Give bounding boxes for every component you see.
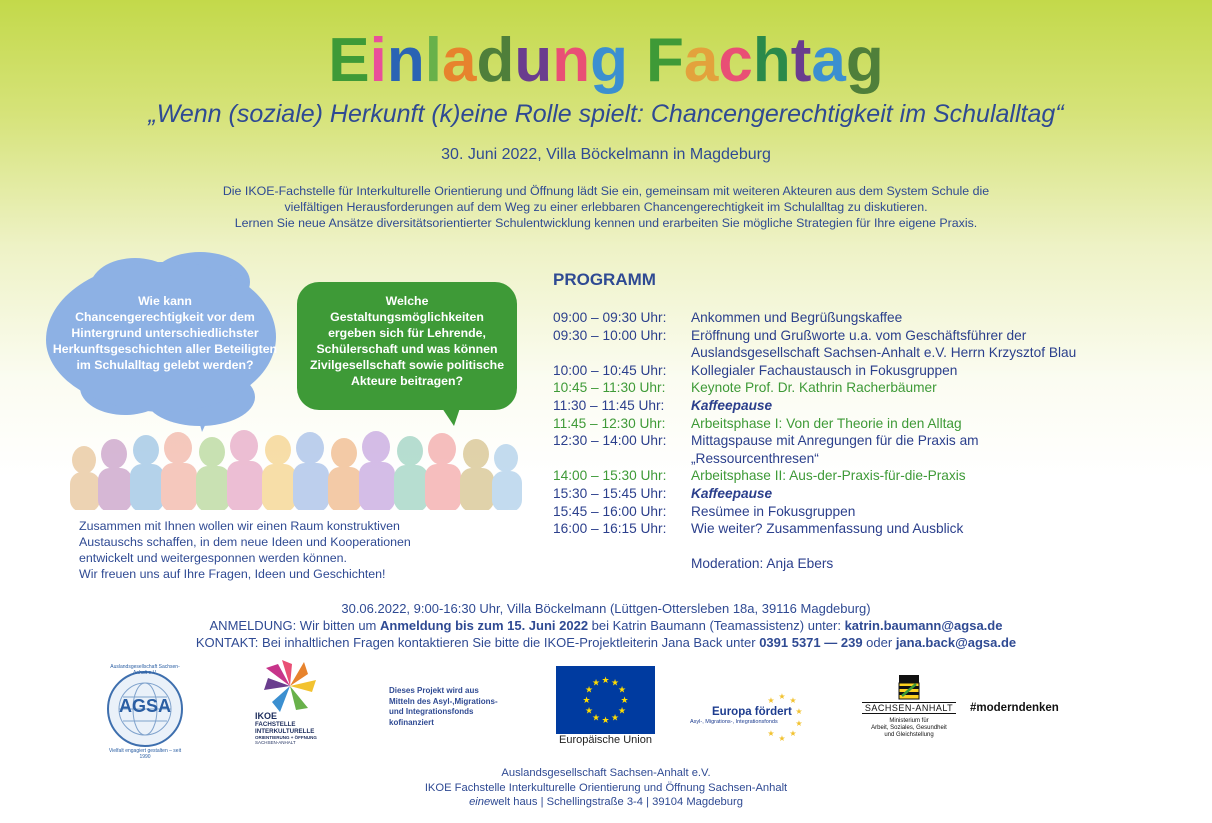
- footer-address: [0, 766, 1212, 810]
- programm-time: 10:45 – 11:30 Uhr:: [553, 380, 666, 396]
- ministry-line: Arbeit, Soziales, Gesundheit: [871, 725, 947, 731]
- svg-text:★: ★: [582, 696, 591, 706]
- silhouette-body: [161, 463, 197, 510]
- anmeldung-line: [0, 617, 1212, 634]
- date-location: 30. Juni 2022, Villa Böckelmann in Magdeburg: [441, 146, 771, 163]
- bubble-line: Herkunftsgeschichten aller Beteiligten: [52, 342, 278, 356]
- intro-line: Die IKOE-Fachstelle für Interkulturelle Orientierung und Öffnung lädt Sie ein, gemeinsam mit weiteren Akteuren aus dem System Schule die: [222, 184, 990, 198]
- title-letter: F: [645, 26, 684, 95]
- ikoe-line: FACHSTELLE: [255, 721, 296, 728]
- svg-text:★: ★: [617, 685, 627, 696]
- silhouette-head: [164, 432, 192, 464]
- programm-time: 15:30 – 15:45 Uhr:: [553, 485, 667, 501]
- agsa-logo-text: AGSA: [118, 696, 171, 716]
- svg-text:★: ★: [795, 707, 803, 716]
- kontakt-prefix: KONTAKT: Bei inhaltlichen Fragen kontaktieren Sie bitte die IKOE-Projektleiterin Jana Back unter: [195, 635, 760, 650]
- subtitle: „Wenn (soziale) Herkunft (k)eine Rolle spielt: Chancengerechtigkeit im Schulalltag“: [148, 100, 1064, 128]
- programm-description: Kaffeepause: [691, 485, 773, 501]
- programm-time: [553, 344, 691, 362]
- programm-row: [553, 379, 1153, 397]
- svg-text:★: ★: [601, 716, 610, 726]
- anmeldung-prefix: ANMELDUNG: Wir bitten um: [209, 618, 380, 633]
- programm-description: Eröffnung und Grußworte u.a. vom Geschäftsführer der: [691, 327, 1027, 343]
- europa-foerdert-subtitle: Asyl-, Migrations-, Integrationsfonds: [690, 719, 778, 725]
- bubble-line: Welche: [385, 294, 429, 308]
- intro-line: vielfältigen Herausforderungen auf dem Weg zu einer erlebbaren Chancengerechtigkeit im Schulalltag zu diskutieren.: [284, 200, 928, 214]
- svg-text:★: ★: [778, 692, 786, 701]
- svg-text:★: ★: [610, 678, 620, 689]
- event-info: [0, 600, 1212, 651]
- silhouette-head: [230, 430, 258, 462]
- hashtag: #moderndenken: [970, 702, 1059, 714]
- programm-time: 12:30 – 14:00 Uhr:: [553, 433, 667, 449]
- svg-text:★: ★: [795, 719, 803, 728]
- note-line: entwickelt und weitergesponnen werden können.: [79, 551, 347, 565]
- ikoe-line: IKOE: [255, 711, 278, 721]
- silhouette-head: [494, 444, 518, 472]
- programm-row: [553, 344, 1153, 362]
- svg-text:★: ★: [584, 706, 594, 717]
- svg-text:★: ★: [584, 685, 594, 696]
- address-italic: eine: [469, 796, 491, 808]
- title-letter: t: [790, 26, 812, 95]
- anmeldung-email-link[interactable]: katrin.baumann@agsa.de: [844, 618, 1003, 633]
- programm-description: Ankommen und Begrüßungskaffee: [691, 310, 903, 325]
- title-letter: a: [683, 26, 719, 95]
- svg-text:★: ★: [778, 734, 786, 743]
- silhouette-body: [130, 464, 164, 510]
- title-letter: n: [552, 26, 591, 95]
- programm-row: [553, 450, 1153, 468]
- programm-time: [553, 450, 691, 468]
- programm-row: [553, 432, 1153, 450]
- programm-description: Wie weiter? Zusammenfassung und Ausblick: [691, 521, 964, 537]
- silhouette-body: [492, 471, 522, 510]
- note-line: Austauschs schaffen, in dem neue Ideen und Kooperationen: [79, 535, 411, 549]
- svg-text:★: ★: [610, 713, 620, 724]
- ministry-line: und Gleichstellung: [884, 732, 934, 738]
- project-funding-text: [389, 686, 509, 728]
- agsa-ring-bottom-text: Vielfalt engagiert gestalten – seit 1990: [108, 748, 182, 760]
- programm-description: Mittagspause mit Anregungen für die Praxis am: [691, 433, 979, 449]
- silhouette-head: [72, 446, 96, 474]
- ikoe-logo-text: [255, 712, 325, 745]
- bubble-line: Hintergrund unterschiedlichster: [71, 326, 259, 340]
- title-letter: d: [476, 26, 515, 95]
- anmeldung-deadline: Anmeldung bis zum 15. Juni 2022: [380, 618, 589, 633]
- silhouette-head: [428, 433, 456, 465]
- address-line: Auslandsgesellschaft Sachsen-Anhalt e.V.: [501, 767, 711, 779]
- moderation: Moderation: Anja Ebers: [691, 556, 834, 571]
- svg-text:★: ★: [767, 696, 775, 705]
- programm-description: Keynote Prof. Dr. Kathrin Racherbäumer: [691, 380, 937, 396]
- note-line: Wir freuen uns auf Ihre Fragen, Ideen und Geschichten!: [79, 567, 386, 581]
- programm-time: 16:00 – 16:15 Uhr:: [553, 521, 667, 537]
- svg-text:★: ★: [789, 696, 797, 705]
- anmeldung-mid: bei Katrin Baumann (Teamassistenz) unter:: [588, 618, 845, 633]
- ikoe-line: ORIENTIERUNG + ÖFFNUNG: [255, 735, 317, 740]
- project-line: Dieses Projekt wird aus: [389, 686, 479, 695]
- programm-description: „Ressourcenthresen“: [691, 450, 819, 466]
- title-letter: E: [328, 26, 370, 95]
- bubble-line: Gestaltungsmöglichkeiten: [330, 310, 484, 324]
- crowd-silhouettes-image: [66, 420, 522, 510]
- svg-text:★: ★: [767, 729, 775, 738]
- project-line: und Integrationsfonds: [389, 707, 474, 716]
- eu-label: Europäische Union: [559, 734, 652, 746]
- programm-row: [553, 467, 1153, 485]
- title-letter: u: [514, 26, 553, 95]
- silhouette-body: [394, 465, 428, 510]
- silhouette-head: [133, 435, 159, 465]
- ikoe-flower-logo-icon: [262, 658, 318, 714]
- project-line: kofinanziert: [389, 717, 434, 727]
- programm-description: Kaffeepause: [691, 397, 773, 413]
- bubble-line: Chancengerechtigkeit vor dem: [75, 310, 255, 324]
- programm-time: 14:00 – 15:30 Uhr:: [553, 468, 667, 484]
- title-letter: c: [718, 26, 753, 95]
- svg-text:★: ★: [620, 696, 629, 706]
- programm-row: [553, 415, 1153, 433]
- title-letter: i: [369, 26, 387, 95]
- address-rest: welt haus | Schellingstraße 3-4 | 39104 Magdeburg: [490, 796, 743, 808]
- title-letter: g: [845, 26, 884, 95]
- silhouette-head: [463, 439, 489, 469]
- ikoe-line: SACHSEN-ANHALT: [255, 740, 296, 745]
- silhouette-body: [70, 472, 100, 510]
- silhouette-body: [98, 468, 132, 510]
- bubble-line: Schülerschaft und was können: [316, 342, 498, 356]
- programm-row: [553, 397, 1153, 415]
- eu-stars-icon: [556, 666, 655, 734]
- programm-time: 11:45 – 12:30 Uhr:: [553, 415, 666, 431]
- silhouette-head: [101, 439, 127, 469]
- ministry-line: Ministerium für: [889, 718, 929, 724]
- intro-text: [200, 183, 1012, 231]
- programm-time: 09:30 – 10:00 Uhr:: [553, 327, 667, 343]
- project-line: Mitteln des Asyl-,Migrations-: [389, 696, 498, 706]
- programm-time: 10:00 – 10:45 Uhr:: [553, 362, 667, 378]
- note-line: Zusammen mit Ihnen wollen wir einen Raum konstruktiven: [79, 519, 400, 533]
- kontakt-email-link[interactable]: jana.back@agsa.de: [895, 635, 1017, 650]
- intro-line: Lernen Sie neue Ansätze diversitätsorientierter Schulentwicklung kennen und erarbeiten Sie mögliche Strategien für Ihre eigene Praxis.: [234, 216, 978, 230]
- bubble-line: ergeben sich für Lehrende,: [328, 326, 486, 340]
- programm-title: PROGRAMM: [553, 270, 656, 289]
- programm-description: Arbeitsphase II: Aus-der-Praxis-für-die-Praxis: [691, 468, 966, 484]
- svg-text:★: ★: [617, 706, 627, 717]
- programm-row: [553, 503, 1153, 521]
- programm-list: [553, 309, 1153, 538]
- svg-text:★: ★: [789, 729, 797, 738]
- title-letter: a: [441, 26, 477, 95]
- silhouette-body: [425, 464, 461, 510]
- silhouette-head: [362, 431, 390, 463]
- programm-row: [553, 520, 1153, 538]
- programm-time: 09:00 – 09:30 Uhr:: [553, 310, 667, 325]
- eu-flag-icon: [556, 666, 655, 734]
- programm-description: Resümee in Fokusgruppen: [691, 503, 856, 519]
- sachsen-anhalt-label: SACHSEN-ANHALT: [862, 702, 956, 714]
- svg-text:★: ★: [591, 678, 601, 689]
- silhouette-body: [293, 463, 329, 510]
- agsa-ring-top-text: Auslandsgesellschaft Sachsen-Anhalt e.V.: [110, 664, 180, 676]
- ministry-text: [862, 718, 956, 739]
- europa-foerdert-title: Europa fördert: [712, 706, 792, 718]
- address-line: IKOE Fachstelle Interkulturelle Orientierung und Öffnung Sachsen-Anhalt: [424, 781, 788, 794]
- programm-time: 11:30 – 11:45 Uhr:: [553, 397, 665, 413]
- programm-description: Auslandsgesellschaft Sachsen-Anhalt e.V. Herrn Krzysztof Blau: [691, 345, 1077, 361]
- kontakt-line: [0, 634, 1212, 651]
- programm-time: 15:45 – 16:00 Uhr:: [553, 503, 667, 519]
- programm-row: [553, 362, 1153, 380]
- programm-row: [553, 327, 1153, 345]
- address-line: [0, 795, 1212, 810]
- sachsen-anhalt-coat-of-arms-icon: [898, 674, 920, 700]
- silhouette-body: [328, 467, 362, 510]
- silhouette-head: [331, 438, 357, 468]
- silhouette-body: [460, 468, 494, 510]
- invitation-note: [79, 518, 459, 582]
- title-letter: n: [386, 26, 425, 95]
- title-letter: [628, 28, 646, 94]
- silhouette-head: [265, 435, 291, 465]
- page-title: [0, 28, 1212, 94]
- silhouette-head: [199, 437, 225, 467]
- kontakt-mid: oder: [862, 635, 896, 650]
- programm-description: Arbeitsphase I: Von der Theorie in den Alltag: [691, 415, 962, 431]
- title-letter: l: [424, 26, 442, 95]
- programm-row: [553, 309, 1153, 327]
- title-letter: a: [811, 26, 846, 95]
- programm-description: Kollegialer Fachaustausch in Fokusgruppen: [691, 362, 958, 378]
- bubble-line: Akteure beitragen?: [350, 374, 464, 388]
- silhouette-body: [196, 466, 230, 510]
- silhouette-head: [397, 436, 423, 466]
- green-bubble-text: [302, 293, 512, 389]
- blue-bubble-text: [50, 293, 280, 373]
- svg-text:★: ★: [601, 676, 610, 686]
- silhouette-head: [296, 432, 324, 464]
- silhouette-body: [359, 462, 395, 510]
- title-letter: g: [590, 26, 628, 95]
- svg-text:★: ★: [591, 713, 601, 724]
- event-date-location: 30.06.2022, 9:00-16:30 Uhr, Villa Böckelmann (Lüttgen-Ottersleben 18a, 39116 Magdeburg): [341, 601, 871, 616]
- silhouette-body: [262, 464, 296, 510]
- programm-row: [553, 485, 1153, 503]
- bubble-line: Wie kann: [138, 294, 192, 308]
- bubble-line: Zivilgesellschaft sowie politische: [309, 358, 505, 372]
- title-letter: h: [752, 26, 791, 95]
- silhouette-body: [227, 461, 263, 510]
- bubble-line: im Schulalltag gelebt werden?: [76, 358, 254, 372]
- ikoe-line: INTERKULTURELLE: [255, 728, 315, 735]
- kontakt-phone: 0391 5371 — 239: [759, 635, 863, 650]
